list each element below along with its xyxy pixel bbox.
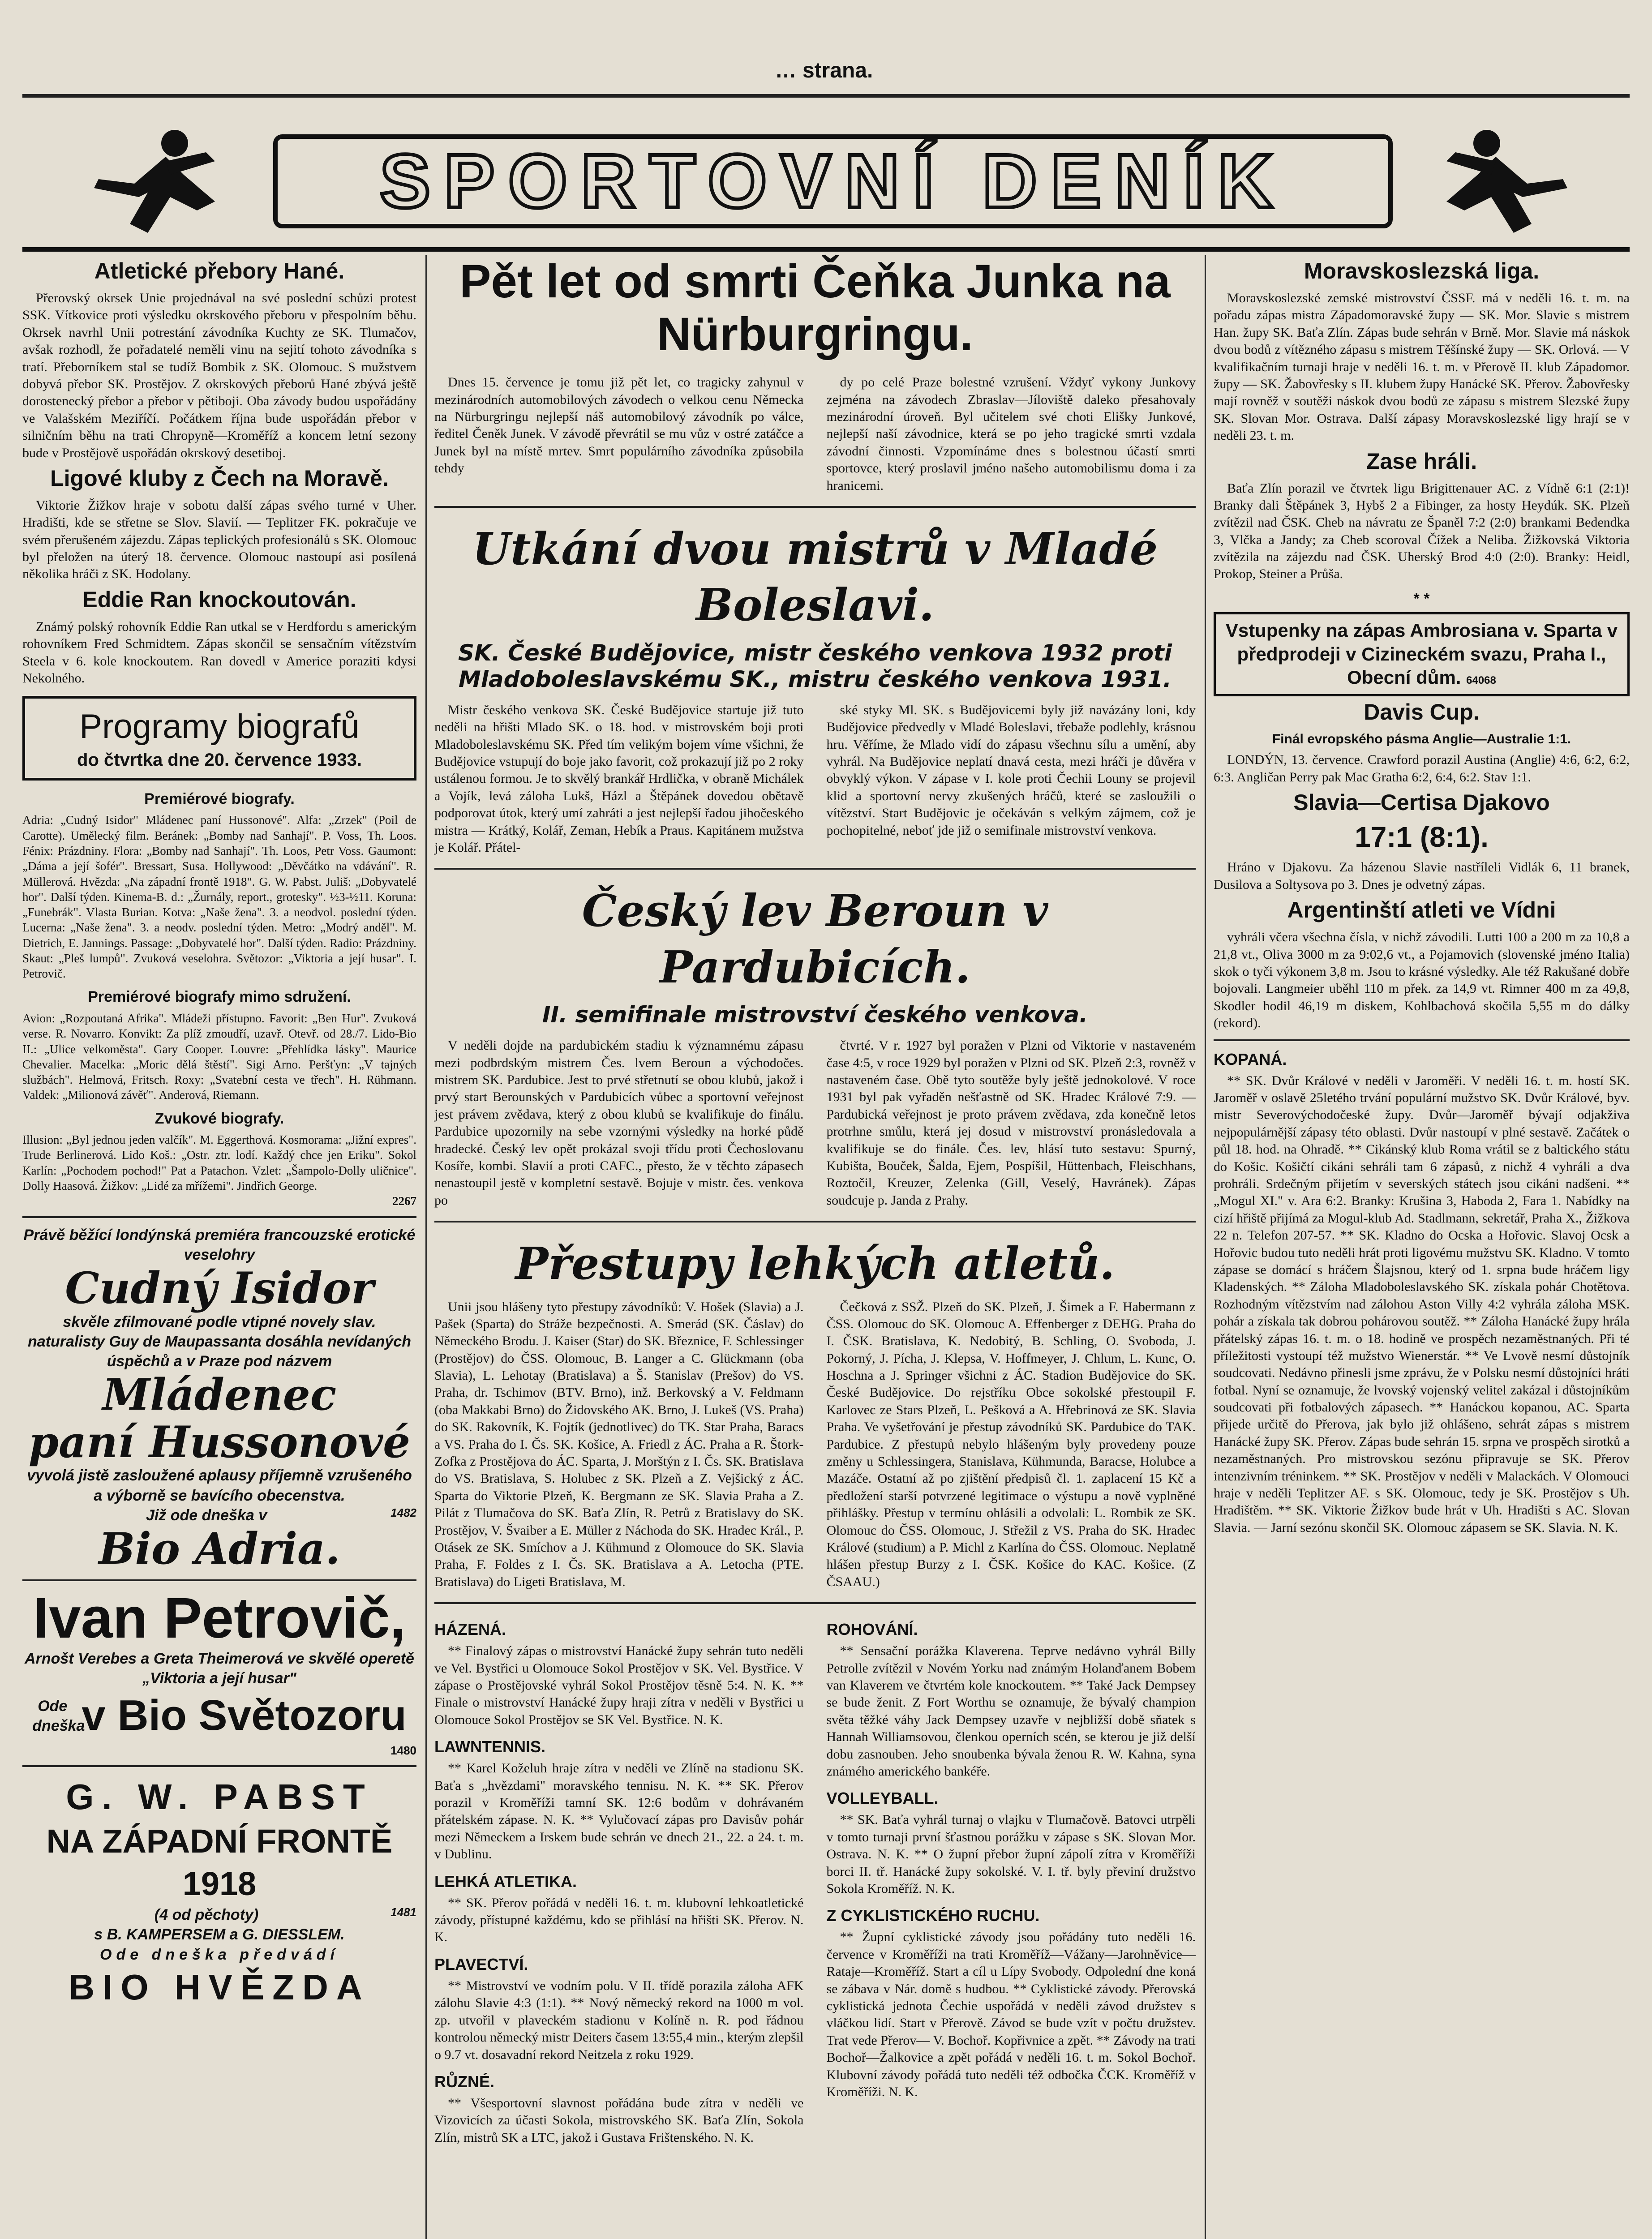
article-text: Baťa Zlín porazil ve čtvrtek ligu Brigittenauer AC. z Vídně 6:1 (2:1)! Branky dali Štěpánek 3, Hybš 2 a Fibinger, za hosty Heydúk. SK. Plzeň zvítězil nad ČSK. Cheb na návratu ze Španěl 7:2 (2:0) brankami Bedendka 3, Vlčka a Jandy; za Cheb scoroval Čížek a Neliba. Žižkovská Viktoria zvítězila na zájezdu nad ČSK. Uherský Brod 4:0 (2:0). Branky: Heidl, Prokop, Steiner a Průša. [1214,480,1630,582]
ad-text: Arnošt Verebes a Greta Theimerová ve skvělé operetě „Viktoria a její husar" [25,1650,414,1687]
sport-news-columns [434,1611,1196,2151]
article-text: ** Finalový zápas o mistrovství Hanácké župy sehrán tuto neděli ve Vel. Bystřici u Olomouce Sokol Prostějov v SK. Vel. Bystřice. V zápase o Prostějovské vyhrál Sokol Prostějov těsně 5:4. N. K. ** Finale o mistrovství Hanácké župy hraji zítra v neděli v Bystřici u Olomouce Sokol Prostějov se SK Vel. Bystřice. N. K. [434,1643,804,1727]
ad-bio-hvezda [22,1774,416,2010]
article-text: Moravskoslezské zemské mistrovství ČSSF. má v neděli 16. t. m. na pořadu zápas mistra Západomoravské župy — SK. Mor. Slavie s mistrem Han. župy SK. Baťa Zlín. Zápas bude sehrán v Brně. Mor. Slavie má náskok dvou bodů z vítězného zápasu s mistrem Těšínské župy — SK. Orlová. — V kvalifikačním turnaji hraje v neděli 16. t. m. v Přerově II. klub Západomor. župy — SK. Žabovřesky s II. klubem župy Hanácké SK. Přerov. Žabovřesky mají rovněž v soutěži náskok dvou bodů ze zápasu s mistrem Slezské župy SK. Slovan Mor. Ostrava. Další zápasy Moravskoslezské ligy hrají se v neděli 23. t. m. [1214,291,1630,443]
article-text: Dnes 15. července je tomu již pět let, co tragicky zahynul v mezinárodních automobilových závodech o velkou cenu Německa na Nürburgringu nejlepší náš automobilový závodník po válce, ředitel Čeněk Junek. V závodě převrátil se mu vůz v ostré zatáčce a Junek byl na místě mrtev. Smrt populárního závodníka způsobila tehdy [434,375,804,476]
separator [434,1221,1196,1222]
headline: Přestupy lehkých atletů. [515,1238,1115,1290]
article-text: ** Mistrovství ve vodním polu. V II. třídě porazila záloha AFK zálohu Slavie 4:3 (1:1). ** Nový německý rekord na 1000 m vol. zp. utvořil v plaveckém stadionu v Kolíně n. R. pod řádnou kontrolou německý mistr Deiters časem 13:55,4 min., kterým zlepšil o 9.7 vt. dosavadní rekord Neitzela z roku 1929. [434,1978,804,2062]
cinema-listing: Adria: „Cudný Isidor" Mládenec paní Hussonové". Alfa: „Zrzek" (Poil de Carotte). Umělecký film. Beránek: „Bomby nad Sanhají". P. Voss, Th. Loos. Fénix: Prázdniny. Flora: „Bomby nad Sanhají". Th. Loos, Petr Voss. Gaumont: „Dáma a její šofér". Bressart, Susa. Hollywood: „Děvčátko na vdávání". R. Müllerová. Hvězda: „Na západní frontě 1918". G. W. Pabst. Juliš: „Dobyvatelé hor". Další týden. Kinema-B. d.: „Žurnály, report., grotesky". ½3-½11. Koruna: „Funebrák". Vlasta Burian. Kotva: „Naše žena". 3. a neodvol. poslední týden. Lucerna: „Naše žena". 3. a neodv. poslední týden. Metro: „Modrý anděl". M. Dietrich, E. Jannings. Passage: „Dobyvatelé hor". Další týden. Radio: Prázdniny. Skaut: „Pleš lumpů". Zvuková veselohra. Světozor: „Viktoria a její husar". I. Petrovič. [22,813,416,981]
cinema-listing: Avion: „Rozpoutaná Afrika". Mládeži přístupno. Favorit: „Ben Hur". Zvuková verse. R. Novarro. Konvikt: Za plíž zmoudří, uzavř. Otevř. od 28./7. Lido-Bio II.: „Ulice velkoměsta". Gary Cooper. Louvre: „Přehlídka lásky". Maurice Chevalier. Macelka: „Moric dělá štěstí". Sigi Arno. Peršťyn: „V tajných službách". Helmová, Fritsch. Roxy: „Svatební cesta ve třech". H. Rühmann. Valdek: „Milionová závěť". Anderová, Riemann. [22,1012,416,1102]
section-heading: Z CYKLISTICKÉHO RUCHU. [826,1906,1040,1925]
text-column [827,1037,1196,1214]
article-text: Mistr českého venkova SK. České Budějovice startuje již tuto neděli na hřišti Mlado SK. o 18. hod. v mistrovském boji proti Mladoboleslavskému SK. Před tím velikým bojem víme všichni, že Budějovice vstupují do boje jako favorit, což prokazují již po 2 roky ustálenou formou. Je to skvělý brankář Hrdlička, v obraně Michálek a Vojík, levá záloha Lukš, Házl a Štěpánek dovedou obětavě podporovat útok, který umí zahráti a jest nejlepší řadou jihočeského mistra — Krátký, Kolář, Zeman, Hebík a Praus. Kapitánem mužstva je Kolář. Přátel- [434,702,804,855]
runner-left-icon [81,125,228,242]
section-heading: LAWNTENNIS. [434,1737,545,1756]
programme-title: Programy biografů [79,708,360,746]
section-heading: RŮZNÉ. [434,2072,494,2091]
two-column-text [434,374,1196,499]
text-column [827,1299,1196,1596]
text-column [827,1611,1196,2151]
section-heading: VOLLEYBALL. [826,1789,939,1808]
article-text: ** Všesportovní slavnost pořádána bude zítra v neděli ve Vizovicích za účasti Sokola, mistrovského SK. Baťa Zlín, Sokola Zlín, mistrů SK a LTC, jakož i Gustava Frištenského. N. K. [434,2095,804,2145]
ad-film-title: paní Hussonové [28,1416,411,1467]
ad-film-title: Cudný Isidor [65,1262,374,1313]
two-column-text [434,1037,1196,1214]
article-text: dy po celé Praze bolestné vzrušení. Vždyť vykony Junkovy zejména na závodech Zbraslav—Jíloviště daleko přesahovaly mezinárodní úroveň. Byl učitelem své choti Elišky Junkové, nejlepší naší závodnice, která se po jeho tragické smrti vzdala závodní činnosti. Vzpomínáme dnes s bolestnou účastí smrti sportovce, který proslavil jméno našeho automobilismu doma i za hranicemi. [826,375,1196,493]
ad-text: vyvolá jistě zasloužené aplausy příjemně vzrušeného a výborně se bavícího obecenstva. [27,1467,412,1504]
ad-film-title: NA ZÁPADNÍ FRONTĚ 1918 [46,1822,393,1902]
ad-subtitle: (4 od pěchoty) [154,1906,259,1924]
article-text: Čečková z SSŽ. Plzeň do SK. Plzeň, J. Šimek a F. Habermann z ČSS. Olomouc do SK. Olomouc A. Effenberger z DEHG. Praha do I. ČSK. Bratislava, K. Nedobitý, B. Schling, O. Svoboda, J. Pokorný, J. Pícha, J. Klepsa, V. Hoffmeyer, J. Chlum, L. Kunc, O. Hoschna a J. Springer všichni z ÁC. Stadion Budějovice do SK. České Budějovice. Do rejstříku Obce sokolské přestoupil F. Karlovec ze Stars Plzeň, L. Pešková a A. Hřebrinová ze SK. Slavia Praha. Ve vyšetřování je přestup závodníků SK. Pardubice do TAK. Pardubice. Z přestupů nebylo hlášeným byly provedeny pouze změny u Schlessingera, Stanislava, Kühmunda, Baracse, Holubce a Mazáče. Ostatní až po zjištění předpisů čl. 1. zaplacení 15 Kč a předložení starší potvrzené legitimace o výstupu a nově vyplněné přihlášky. Přestup v termínu ohlásili a odvolali: L. Rombik ze SK. Olomouc do ČSS. Olomouc, J. Střežil z VS. Praha do SK. Hradec Králové (studium) a P. Michl z Karlína do ČSS. Olomouc. Neplatně hlášen přestup Burzy z I. ČSK. Košice do KAC. Košice. (Z ČSAAU.) [826,1299,1196,1589]
article-text: Hráno v Djakovu. Za házenou Slavie nastříleli Vidlák 6, 11 branek, Dusilova a Soltysova po 3. Dnes je odvetný zápas. [1214,860,1630,892]
masthead-rule [22,247,1630,252]
page-number: … strana. [775,59,873,82]
article-text: Viktorie Žižkov hraje v sobotu další zápas svého turné v Uher. Hradišti, kde se střetne se Slov. Slavií. — Teplitzer FK. pokračuje ve svém přerušeném zájezdu. Zápas teplických profesionálů s SK. Olomouc byl přeložen na úterý 18. července. Olomouc nastoupí asi posílená několika hráči z SK. Hodolany. [22,498,416,582]
column-rule-left [425,255,427,2239]
ad-bio-svetozor [22,1588,416,1758]
article-title: Davis Cup. [1364,699,1480,725]
center-column [434,255,1196,2151]
text-column [434,702,804,861]
text-column [434,1611,804,2151]
headline: Utkání dvou mistrů v Mladé Boleslavi. [472,523,1158,631]
masthead [22,116,1630,251]
separator [434,506,1196,508]
article-text: Přerovský okrsek Unie projednával na své poslední schůzi protest SSK. Vítkovice proti výsledku okrskového přeboru v přespolním běhu. Okrsek navrhl Unii potrestání závodníka Kuchty ze SK. Tlumačov, avšak rozhodl, že pořadatelé neměli vinu na sejití tohoto závodníka s tratí. Přeborníkem stal se tudíž Bombik z SK. Olomouc. S mužstvem dobyvá přebor SK. Prostějov. Z okrskových přeborů Hané zbývá ještě dorostenecký přebor a přebor v pětiboji. Oba závody budou uspořádány ve Valašském Meziříčí. Počátkem října bude uspořádán přebor v silničním běhu na trati Chropyně—Kroměříž a koncem letní sezony bude v Prostějově uspořádán okrskový desetiboj. [22,291,416,460]
article-subtitle: Finál evropského pásma Anglie—Australie 1:1. [1272,731,1571,746]
article-text: vyhráli včera všechna čísla, v nichž závodili. Lutti 100 a 200 m za 10,8 a 21,8 vt., Oliva 3000 m za 9:02,6 vt., a Pojamovich (slovenské jméno Italia) skok o tyči výkonem 3,8 m. Jsou to krásné výsledky. Ale též Rakušané dobře bojovali. Langmeier uběhl 110 m přek. za 14,9 vt. Rimner 400 m za 49,8, Skodler hodil 46,19 m diskem, Kohlbachová skočila 5,55 m do dálky (rekord). [1214,930,1630,1031]
article-title: Zase hráli. [1366,448,1477,474]
article-text: Známý polský rohovník Eddie Ran utkal se v Herdfordu s americkým rohovníkem Fred Schmidtem. Zápas skončil se sensačním vítězstvím Steela v 6. kole knockoutem. Ran dovedl v Americe poraziti kdysi Nekolného. [22,619,416,686]
separator [1214,1039,1630,1041]
article-title: Slavia—Certisa Djakovo [1293,790,1550,815]
article-text: ** Župní cyklistické závody jsou pořádány tuto neděli 16. července v Kroměříži na trati Kroměříž—Vážany—Jarohněvice—Rataje—Kroměříž. Start a cíl u Lípy Svobody. Odpolední dne koná se zábava v Nár. domě s hudbou. ** Cyklistické závody. Přerovská cyklistická jednota Čechie uspořádá v neděli závod družstev s vláčkou lidí. Start v Přerově. Závod se bude vzít v počtu družstev. Trat vede Přerov— V. Bochoř. Kopřivnice a zpět. ** Závody na trati Bochoř—Žalkovice a zpět pořádá v neděli 16. t. m. Sokol Bochoř. Klubovní závody pořádá tuto neděli též odbočka ČCK. Kroměříž v Kroměříži. N. K. [826,1930,1196,2099]
ticket-notice [1214,612,1630,696]
cinema-programme-box [22,696,416,780]
two-column-text [434,1299,1196,1596]
ad-text: Ode dneška předvádí [100,1946,339,1963]
text-column [434,1037,804,1214]
article-text: ** SK. Baťa vyhrál turnaj o vlajku v Tlumačově. Batovci utrpěli v tomto turnaji první šťastnou porážku v zápase s SK. Slovan Mor. Ostrava. N. K. ** O župní přebor župní zápolí zítra v Kroměříži borci II. tř. Hanácké župy sokolské. V. I. tř. byly převiní družstvo Sokola Kroměříž. N. K. [826,1812,1196,1896]
article-text: čtvrté. V r. 1927 byl poražen v Plzni od Viktorie v nastaveném čase 4:5, v roce 1929 byl poražen v Plzni od SK. Plzeň 2:3, rovněž v nastaveném čase. Obě tyto soutěže byly ještě jednokolové. V roce 1931 byl pak vyřaděn nešťastně od SK. Hradec Králové 7:9. — Pardubická veřejnost je proto právem zvědava, zda konečně letos protrhne smůlu, která jej dosud v mistrovství pronásledovala a kvalifikuje se do finále. Čes. lev, hlásí tuto sestavu: Spurný, Kubišta, Bouček, Šalda, Ejem, Pospíšil, Hüttenbach, Fleischhans, Roztočil, Kreuzer, Zelenka (Gill, Veselý, Havránek). Zápas soudcuje p. Janda z Prahy. [826,1038,1196,1208]
text-column [434,1299,804,1596]
article-title: Atletické přebory Hané. [94,258,345,283]
cinema-listing: Illusion: „Byl jednou jeden valčík". M. Eggerthová. Kosmorama: „Jižní expres". Trude Berlinerová. Lido Koš.: „Ostr. ztr. lodí. Každý chce jen Eriku". Sokol Karlín: „Pochodem pochod!" Pat a Patachon. Vzlet: „Šampolo-Dolly uličnice". Dolly Haasová. Žižkov: „Lidé za mřížemi". Jindřich George. [22,1133,416,1193]
article-text: LONDÝN, 13. července. Crawford porazil Austina (Anglie) 4:6, 6:2, 6:2, 6:3. Angličan Perry pak Mac Gratha 6:2, 6:4, 6:2. Stav 1:1. [1214,752,1630,785]
headline: Český lev Beroun v Pardubicích. [582,885,1048,993]
article-text: Unii jsou hlášeny tyto přestupy závodníků: V. Hošek (Slavia) a J. Pašek (Sparta) do Stráže bezpečnosti. A. Smerád (SK. Čáslav) do Německého Brodu. J. Kaiser (Star) do SK. Březnice, F. Schlessinger (Prostějov) do ČSS. Olomouc, B. Langer a C. Glückmann (oba Slavia), L. Lehotay (Bratislava) a Š. Stanislav (Prešov) do VS. Praha, dr. Tschimov (BTV. Brno), inž. Berkovský a V. Feldmann (oba Makkabi Brno) do Židovského AK. Brno, J. Lukeš (VS. Praha) do SK. Rakovník, K. Fojtík (jednotlivec) do TK. Star Praha, Baracs a VS. Praha do I. Čs. SK. Košice, A. Friedl z ÁC. Praha a R. Štork-Zofka z Prostějova do ÁC. Sparta, J. Morštýn z I. Čs. SK. Bratislava do VS. Bratislava, S. Holubec z SK. Plzeň a Z. Vejšický z ÁC. Sparta do Viktorie Plzeň, K. Bergmann ze SK. Slavia Praha a Z. Pilát z Tlumačova do SK. Baťa Zlín, R. Petrů z Bratislavy do SK. Prostějov, V. Švaiber a E. Müller z Náchoda do SK. Hradec Král., P. Otásek ze SK. Smíchov a J. Kühmund z Olomouce do SK. Slavia Praha, F. Foldes z I. Čs. SK. Bratislava a A. Letocha (PTE. Bratislava) do Ligeti Bratislava, M. [434,1299,804,1589]
section-heading: PLAVECTVÍ. [434,1955,528,1973]
ad-text: Právě běžící londýnská premiéra francouzské erotické veselohry [23,1226,416,1263]
ad-cinema-name: Bio Adria. [99,1523,340,1574]
separator [22,1579,416,1581]
ad-row [22,1688,416,1743]
ad-cinema-name: v Bio Světozoru [82,1691,407,1740]
separator [434,868,1196,870]
runner-right-icon [1433,125,1581,242]
cinema-section-title: Zvukové biografy. [154,1110,284,1127]
programme-date: do čtvrtka dne 20. července 1933. [77,750,362,770]
two-column-text [434,702,1196,861]
masthead-title: SPORTOVNÍ DENÍK [273,134,1393,228]
ad-text: Ode dneška [32,1697,85,1734]
separator [22,1765,416,1767]
subheadline: II. semifinale mistrovství českého venkova. [542,1002,1088,1028]
notice-text: Vstupenky na zápas Ambrosiana v. Sparta v předprodeji v Cizineckém svazu, Praha I., Obecní dům. [1225,620,1618,688]
article-title: Argentinští atleti ve Vídni [1287,897,1556,923]
ad-text [22,1905,416,1925]
ad-date: Již ode dneška v [146,1506,267,1524]
ad-number: 1482 [390,1506,416,1519]
article-text: ** Karel Koželuh hraje zítra v neděli ve Zlíně na stadionu SK. Baťa s „hvězdami" moravského tennisu. N. K. ** SK. Přerov porazil v Kroměříži tamní SK. 12:6 bodům v dohrávaném přátelském zápase. N. K. ** Vylučovací zápas pro Davisův pohár mezi Německem a Irskem bude sehrán ve dnech 21., 22. a 24. t. m. v Dublinu. [434,1761,804,1862]
ad-bio-adria [22,1225,416,1573]
ad-number: 1480 [390,1744,416,1758]
ad-actor-name: Ivan Petrovič, [33,1586,406,1651]
separator [434,1602,1196,1604]
ad-number: 1481 [390,1905,416,1919]
section-heading: KOPANÁ. [1214,1050,1287,1068]
ad-cast: s B. KAMPERSEM a G. DIESSLEM. [94,1926,345,1943]
stars-separator: * * [1413,590,1430,607]
right-column [1214,255,1630,1541]
ad-director: G. W. PABST [66,1777,373,1817]
section-heading: HÁZENÁ. [434,1620,506,1639]
cinema-section-title: Premiérové biografy mimo sdružení. [88,988,351,1006]
article-title: Moravskoslezská liga. [1304,258,1540,283]
article-text: V neděli dojde na pardubickém stadiu k významnému zápasu mezi podbrdským mistrem Čes. lvem Beroun a východočes. mistrem SK. Pardubice. Jest to prvé střetnutí se obou klubů, jakož i prvý start Berounských v Pardubicích vůbec a sportovní veřejnost jest právem zvědava, který z obou klubů se kvalifikuje do finálu. Pardubice upozornily na sebe vzornými výsledky na horké půdě hradecké. Český lev opět prokázal svoji třídu proti Čechoslovanu Kosíře, kombi. Slavií a proti CAFC., přesto, že v těchto zápasech nenastoupil jestě v kompletní sestavě. Bojuje v mistr. čes. venkova po [434,1038,804,1208]
newspaper-page [22,18,1630,2239]
article-text: ské styky Ml. SK. s Budějovicemi byly již navázány loni, kdy Budějovice předvedly v Mladé Boleslavi, třebaže podlehly, krásnou hru. Věříme, že Mlado vidí do zápasu všechnu sílu a umění, aby vyhrál. Na Budějovice neplatí dnavá cesta, mezi hráči je důvěra v obvyklý výkon. V zápase v I. kole proti Čechii Louny se projevil klid a sportovní nervy zkušených hráčů, které se zasloužili o vítězství. Start Budějovic je očekáván s velkým zájmem, což je pochopitelné, neboť jde již o semifinale mistrovství venkova. [826,702,1196,838]
article-title: Ligové kluby z Čech na Moravě. [50,465,389,491]
ad-film-title: Mládenec [102,1369,337,1420]
text-column [827,702,1196,861]
ad-text [22,1506,416,1525]
top-rule [22,94,1630,98]
text-column [827,374,1196,499]
notice-number: 64068 [1466,674,1496,687]
separator [22,1216,416,1218]
article-text: ** SK. Dvůr Králové v neděli v Jaroměři. V neděli 16. t. m. hostí SK. Jaroměř v oslavě 25letého trvání populární mužstvo SK. Dvůr Králové, byv. mistr Severovýchodočeské župy. Dvůr—Jaroměř bývají odjakživa nejpopulárnější zápasy této oblasti. Dvůr nastoupí v plné sestavě. Začátek o půl 18. hod. na Ohradě. ** Cikánský klub Roma vrátil se z baltického státu do Košic. Košičtí cikáni sehráli tam 6 zápasů, z nichž 4 vyhráli a dva prohráli. Srdečným přijetím v severských státech jsou cikáni nadšeni. ** „Mogul XI." v. Ara 6:2. Branky: Krušina 3, Haboda 2, Fara 1. Nabídky na cizí hřiště přijímá za Mogul-klub Ad. Stadlmann, sekretář, Praha X., Žižkova 22 n. Telefon 207-57. ** SK. Kladno do Ocska a Hořovic. Slavoj Ocsk a Hořovic budou tuto neděli hrát proti ligovému mužstvu SK. Kladno. V tomto zápase se domácí s hráčem Šlajsnou, který od 1. srpna bude hráčem ligy Kladenských. ** Záloha Mladoboleslavského SK. získala pohár Chotětova. Rozhodným vítězstvím nad zálohou Aston Villy 4:2 vyhrála záloha MSK. pohár a získala tak dobrou pohárovou soutěž. ** Záloha Hanácké župy hrála přátelský zápas 16. t. m. o 18. hodině ve prospěch nezaměstnaných. Při té příležitosti vystoupí též mužstvo Wienerstár. ** Ve Lvově nesmí důstojník soudcovati. Nedávno přinesli jsme zprávu, že v Polsku nesmí důstojníci hráti fotbal. Nyní se oznamuje, že lvovský vojenský velitel zakázal i důstojníkům soudcovati při fotbalových zápasech. ** Hanáckou kopanou, AC. Sparta přijede určitě do Přerova, jak bylo již ohlášeno, sehrát zápas s mistrem Hanácké župy SK. Přerov. Zápas bude sehrán 15. srpna ve prospěch sirotků a nezaměstnaných. Pro mistrovskou sezónu připravuje se SK. Přerov intenzivním tréninkem. ** SK. Prostějov v neděli v Malackách. V Olomouci hraje v neděli Teplitzer AF. s SK. Olomouc, tedy je SK. Prostějov s Uh. Hradištěm. ** SK. Viktorie Žižkov bude hrát v Uh. Hradišti s AC. Slovan Slavia. — Jarní sezónu skončil SK. Olomouc zápasem se SK. Slavia. N. K. [1214,1073,1630,1535]
section-heading: LEHKÁ ATLETIKA. [434,1872,577,1891]
article-title: Eddie Ran knockoutován. [82,587,356,612]
column-rule-right [1205,255,1206,2239]
score: 17:1 (8:1). [1355,821,1489,854]
left-column [22,255,416,2010]
text-column [434,374,804,499]
listing-number: 2267 [392,1194,416,1208]
cinema-section-title: Premiérové biografy. [144,790,295,807]
ad-text: skvěle zfilmované podle vtipné novely slav. naturalisty Guy de Maupassanta dosáhla nevídaných úspěchů a v Praze pod názvem [28,1313,411,1370]
headline: Pět let od smrti Čeňka Junka na Nürburgringu. [459,255,1171,360]
subheadline: SK. České Budějovice, mistr českého venkova 1932 proti Mladoboleslavskému SK., mistru českého venkova 1931. [458,639,1172,692]
section-heading: ROHOVÁNÍ. [826,1620,918,1639]
ad-cinema-name: BIO HVĚZDA [69,1967,370,2007]
article-text: ** Sensační porážka Klaverena. Teprve nedávno vyhrál Billy Petrolle zvítězil v Novém Yorku nad známým Holanďanem Bobem van Klaverem ve čtvrtém kole knockoutem. ** Také Jack Dempsey se bude ženit. Z Fort Worthu se oznamuje, že bývalý champion světa těžké váhy Jack Dempsey uzavře v nejbližší době sňatek s Hannah Williamsovou, členkou operních scén, se kterou je již delší dobu zasnouben. Jeho snoubenka bývala ženou R. W. Kahna, syna známého amerického bankéře. [826,1643,1196,1779]
article-text: ** SK. Přerov pořádá v neděli 16. t. m. klubovní lehkoatletické závody, přístupné každému, kdo se přihlásí na hřišti SK. Přerov. N. K. [434,1895,804,1945]
